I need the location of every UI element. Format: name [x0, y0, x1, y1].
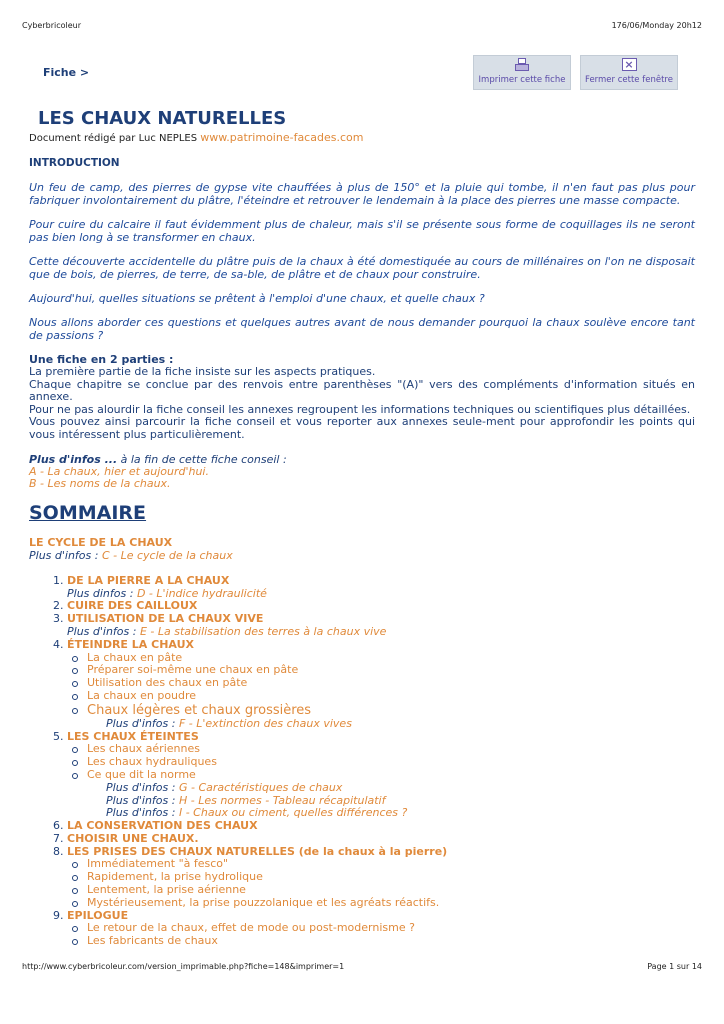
toc-link[interactable]: UTILISATION DE LA CHAUX VIVE — [67, 612, 264, 626]
two-parts-line: La première partie de la fiche insiste sur les aspects pratiques. — [29, 365, 376, 378]
printer-icon — [514, 58, 530, 72]
annex-link-a[interactable]: A - La chaux, hier et aujourd'hui. — [29, 464, 209, 478]
annex-link-d[interactable]: D - L'indice hydraulicité — [136, 586, 267, 600]
two-parts-line: Vous pouvez ainsi parcourir la fiche conseil et vous reporter aux annexes seule-ment pour approfondir les points qui vous intéressent plus particulièrement. — [29, 415, 695, 441]
intro-heading: INTRODUCTION — [29, 157, 120, 169]
toc-sublink[interactable]: Immédiatement "à fesco" — [87, 858, 695, 871]
toc-link[interactable]: CUIRE DES CAILLOUX — [67, 599, 198, 613]
close-window-button[interactable] — [580, 55, 678, 90]
toc-item — [67, 639, 695, 731]
document-title: LES CHAUX NATURELLES — [38, 108, 287, 129]
two-parts-heading: Une fiche en 2 parties : — [29, 353, 174, 366]
toc-link[interactable]: ÉTEINDRE LA CHAUX — [67, 637, 194, 651]
close-icon: × — [621, 58, 637, 72]
toc-link[interactable]: DE LA PIERRE A LA CHAUX — [67, 573, 230, 587]
author-prefix: Document rédigé par Luc NEPLES — [29, 133, 198, 144]
table-of-contents — [29, 575, 695, 948]
document-content — [29, 108, 695, 948]
toc-sublink[interactable]: Ce que dit la norme — [87, 769, 695, 782]
footer-page-number: Page 1 sur 14 — [647, 962, 702, 971]
toc-sublink[interactable]: Chaux légères et chaux grossières — [87, 703, 695, 718]
plus-infos-rest: à la fin de cette fiche conseil : — [117, 452, 287, 466]
plus-infos-prefix: Plus dinfos : — [67, 586, 137, 600]
toc-item — [67, 910, 695, 948]
toc-sublink[interactable]: Les chaux aériennes — [87, 743, 695, 756]
plus-infos-prefix: Plus d'infos : — [106, 793, 179, 807]
close-button-label: Fermer cette fenêtre — [585, 75, 673, 85]
toc-sublist — [67, 922, 695, 948]
toc-sublink[interactable]: Lentement, la prise aérienne — [87, 884, 695, 897]
header-site: Cyberbricoleur — [22, 21, 81, 30]
intro-paragraph: Un feu de camp, des pierres de gypse vite chauffées à plus de 150° et la pluie qui tombe, il n'en faut pas plus pour fabriquer involontairement du plâtre, l'éteindre et retrouver le lendemain à la place des pierres une masse compacte. — [29, 181, 695, 207]
toc-item — [67, 613, 695, 639]
toc-sublink[interactable]: Utilisation des chaux en pâte — [87, 677, 695, 690]
toc-sublink[interactable]: Les chaux hydrauliques — [87, 756, 695, 769]
toc-link[interactable]: CHOISIR UNE CHAUX. — [67, 831, 199, 845]
toc-link[interactable]: EPILOGUE — [67, 908, 129, 922]
sommaire-heading: SOMMAIRE — [29, 501, 147, 524]
toc-sublink[interactable]: La chaux en pâte — [87, 652, 695, 665]
intro-paragraph: Pour cuire du calcaire il faut évidemment plus de chaleur, mais s'il se présente sous forme de coquillages ils ne seront pas bien long à se transformer en chaux. — [29, 218, 695, 244]
toc-sublink[interactable]: Le retour de la chaux, effet de mode ou post-modernisme ? — [87, 922, 695, 935]
cycle-heading-link[interactable]: LE CYCLE DE LA CHAUX — [29, 535, 173, 549]
toc-sublink[interactable]: Préparer soi-même une chaux en pâte — [87, 664, 695, 677]
intro-paragraph: Nous allons aborder ces questions et quelques autres avant de nous demander pourquoi la chaux soulève encore tant de passions ? — [29, 316, 695, 342]
two-parts-line: Pour ne pas alourdir la fiche conseil les annexes regroupent les informations techniques ou scientifiques plus détaillées. — [29, 402, 691, 416]
plus-infos-label: Plus d'infos ... — [29, 452, 118, 466]
toc-item — [67, 575, 695, 601]
toc-link[interactable]: LES PRISES DES CHAUX NATURELLES (de la chaux à la pierre) — [67, 844, 448, 858]
plus-infos-heading — [29, 453, 695, 466]
toc-item — [67, 846, 695, 910]
two-parts-line: Chaque chapitre se conclue par des renvois entre parenthèses "(A)" vers des compléments d'information situés en annexe. — [29, 377, 695, 404]
plus-infos-prefix: Plus d'infos : — [106, 716, 179, 730]
action-buttons — [473, 55, 678, 90]
toc-sublist — [67, 743, 695, 781]
author-site-link[interactable]: www.patrimoine-facades.com — [200, 131, 364, 144]
plus-infos-prefix: Plus d'infos : — [67, 624, 140, 638]
toc-sublink[interactable]: Les fabricants de chaux — [87, 935, 695, 948]
annex-link-c[interactable]: C - Le cycle de la chaux — [101, 548, 233, 562]
intro-paragraph: Aujourd'hui, quelles situations se prêtent à l'emploi d'une chaux, et quelle chaux ? — [29, 292, 485, 305]
print-button[interactable] — [473, 55, 571, 90]
plus-infos-prefix: Plus d'infos : — [106, 806, 179, 820]
print-button-label: Imprimer cette fiche — [478, 75, 566, 85]
intro-paragraph: Cette découverte accidentelle du plâtre puis de la chaux à été domestiquée au cours de millénaires on l'on ne disposait que de bois, de pierres, de terre, de sa-ble, de plâtre et de chaux pour construire. — [29, 255, 695, 281]
fiche-breadcrumb-link[interactable]: Fiche > — [43, 66, 90, 79]
toc-sublink[interactable]: Mystérieusement, la prise pouzzolanique et les agréats réactifs. — [87, 897, 695, 910]
toc-link[interactable]: LA CONSERVATION DES CHAUX — [67, 819, 258, 833]
annex-link-i[interactable]: I - Chaux ou ciment, quelles différences ? — [178, 806, 408, 820]
toc-link[interactable]: LES CHAUX ÉTEINTES — [67, 729, 199, 743]
plus-infos-prefix: Plus d'infos : — [29, 548, 102, 562]
plus-infos-prefix: Plus d'infos : — [106, 780, 179, 794]
print-header — [22, 21, 702, 30]
annex-link-f[interactable]: F - L'extinction des chaux vives — [178, 716, 352, 730]
annex-link-h[interactable]: H - Les normes - Tableau récapitulatif — [178, 793, 386, 807]
toc-sublist — [67, 858, 695, 909]
cycle-plus-infos — [29, 549, 695, 562]
annex-link-b[interactable]: B - Les noms de la chaux. — [29, 477, 171, 491]
footer-url: http://www.cyberbricoleur.com/version_imprimable.php?fiche=148&imprimer=1 — [22, 962, 345, 971]
toc-sublink[interactable]: La chaux en poudre — [87, 690, 695, 703]
annex-link-e[interactable]: E - La stabilisation des terres à la chaux vive — [139, 624, 387, 638]
print-footer — [22, 962, 702, 971]
annex-link-g[interactable]: G - Caractéristiques de chaux — [178, 780, 343, 794]
toc-sublist — [67, 652, 695, 718]
toc-sublink[interactable]: Rapidement, la prise hydrolique — [87, 871, 695, 884]
header-datetime: 176/06/Monday 20h12 — [611, 21, 702, 30]
toc-item — [67, 731, 695, 821]
author-line — [29, 131, 695, 144]
